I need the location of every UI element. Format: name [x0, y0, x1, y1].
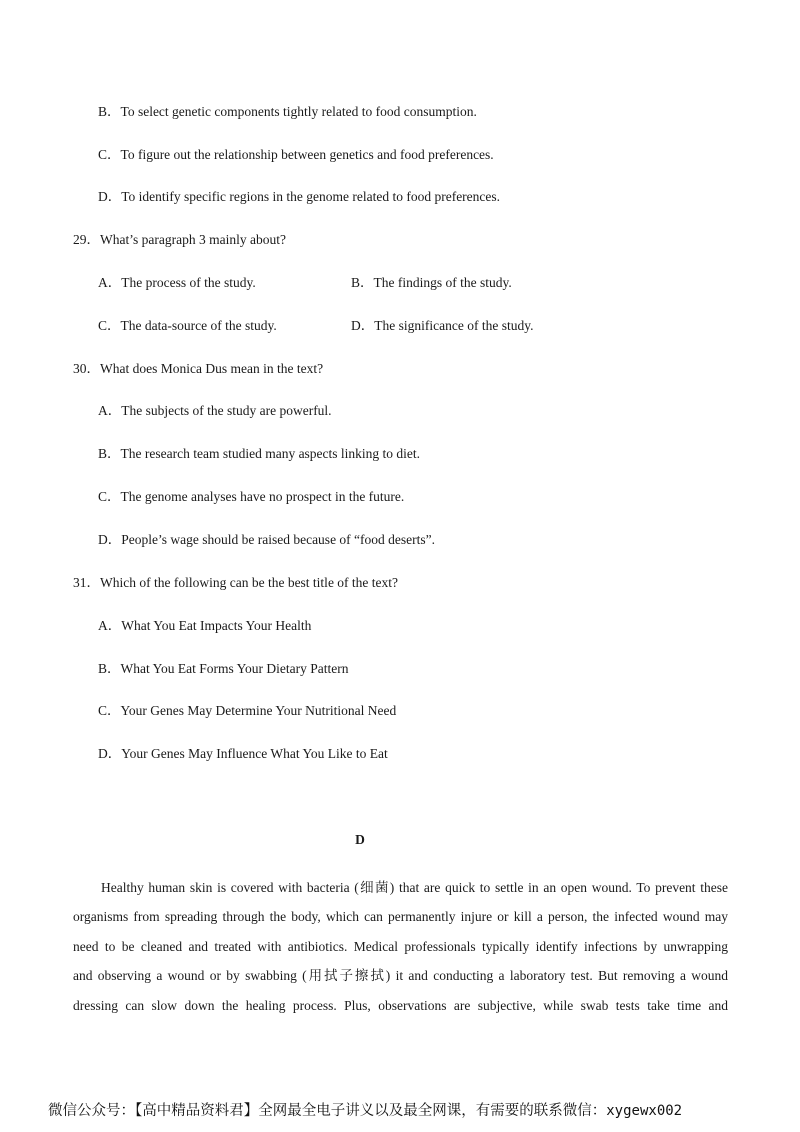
option-text: Your Genes May Determine Your Nutritional Need — [120, 703, 397, 718]
question-number: 31． — [73, 575, 100, 590]
question-stem: Which of the following can be the best title of the text? — [100, 575, 399, 590]
option-letter: B． — [98, 661, 121, 676]
option-text: The significance of the study. — [374, 318, 534, 333]
option-text: What You Eat Forms Your Dietary Pattern — [120, 661, 349, 676]
option-letter: D． — [98, 189, 122, 204]
option-letter: D． — [351, 318, 375, 333]
option-text: The subjects of the study are powerful. — [121, 403, 332, 418]
option-letter: A． — [98, 275, 122, 290]
q28-option-d — [98, 188, 500, 206]
option-text: The findings of the study. — [373, 275, 512, 290]
option-letter: B． — [98, 104, 121, 119]
question-stem: What does Monica Dus mean in the text? — [100, 361, 324, 376]
option-text: To select genetic components tightly related to food consumption. — [120, 104, 477, 119]
section-heading: D — [355, 832, 365, 847]
option-text: The data-source of the study. — [120, 318, 277, 333]
footer-notice — [48, 1099, 682, 1120]
option-letter: A． — [98, 403, 122, 418]
q28-option-b — [98, 103, 477, 121]
passage-paragraph — [73, 873, 728, 1020]
passage-line: Healthy human skin is covered with bacteria (细菌) that are quick to settle in an open wound. To prevent these — [101, 880, 728, 895]
option-text: To figure out the relationship between genetics and food preferences. — [120, 147, 494, 162]
q29-option-d — [351, 317, 533, 335]
option-letter: D． — [98, 746, 122, 761]
option-letter: C． — [98, 703, 121, 718]
q29-option-c — [98, 317, 277, 335]
q31-stem — [73, 574, 398, 592]
option-text: What You Eat Impacts Your Health — [121, 618, 312, 633]
option-text: The genome analyses have no prospect in the future. — [120, 489, 405, 504]
option-text: The process of the study. — [121, 275, 256, 290]
q31-option-b — [98, 660, 349, 678]
passage-line: need to be cleaned and treated with antibiotics. Medical professionals typically identify infections by unwrapping — [73, 938, 728, 954]
q30-option-b — [98, 445, 420, 463]
passage-line: dressing can slow down the healing process. Plus, observations are subjective, while swab tests take time and — [73, 997, 728, 1013]
q31-option-d — [98, 745, 388, 763]
option-letter: C． — [98, 147, 121, 162]
q30-option-a — [98, 402, 332, 420]
option-letter: C． — [98, 318, 121, 333]
option-text: The research team studied many aspects linking to diet. — [120, 446, 421, 461]
footer-wechat-id: xygewx002 — [606, 1103, 683, 1119]
footer-prefix: 微信公众号：【高中精品资料君】全网最全电子讲义以及最全网课，有需要的联系微信： — [48, 1103, 607, 1119]
option-text: People’s wage should be raised because of “food deserts”. — [121, 532, 436, 547]
q30-option-c — [98, 488, 404, 506]
option-letter: D． — [98, 532, 122, 547]
option-text: To identify specific regions in the genome related to food preferences. — [121, 189, 501, 204]
q30-stem — [73, 360, 323, 378]
option-letter: B． — [98, 446, 121, 461]
question-number: 30． — [73, 361, 100, 376]
passage-line: organisms from spreading through the body, which can permanently injure or kill a person, the infected wound may — [73, 909, 728, 925]
q29-stem — [73, 231, 286, 249]
option-letter: A． — [98, 618, 122, 633]
option-letter: B． — [351, 275, 374, 290]
q28-option-c — [98, 146, 494, 164]
q30-option-d — [98, 531, 435, 549]
q29-option-a — [98, 274, 256, 292]
q31-option-a — [98, 617, 311, 635]
q31-option-c — [98, 702, 396, 720]
passage-line: and observing a wound or by swabbing (用拭子擦拭) it and conducting a laboratory test. But removing a wound — [73, 968, 728, 984]
option-letter: C． — [98, 489, 121, 504]
question-number: 29． — [73, 232, 100, 247]
q29-option-b — [351, 274, 512, 292]
option-text: Your Genes May Influence What You Like to Eat — [121, 746, 388, 761]
question-stem: What’s paragraph 3 mainly about? — [100, 232, 286, 247]
